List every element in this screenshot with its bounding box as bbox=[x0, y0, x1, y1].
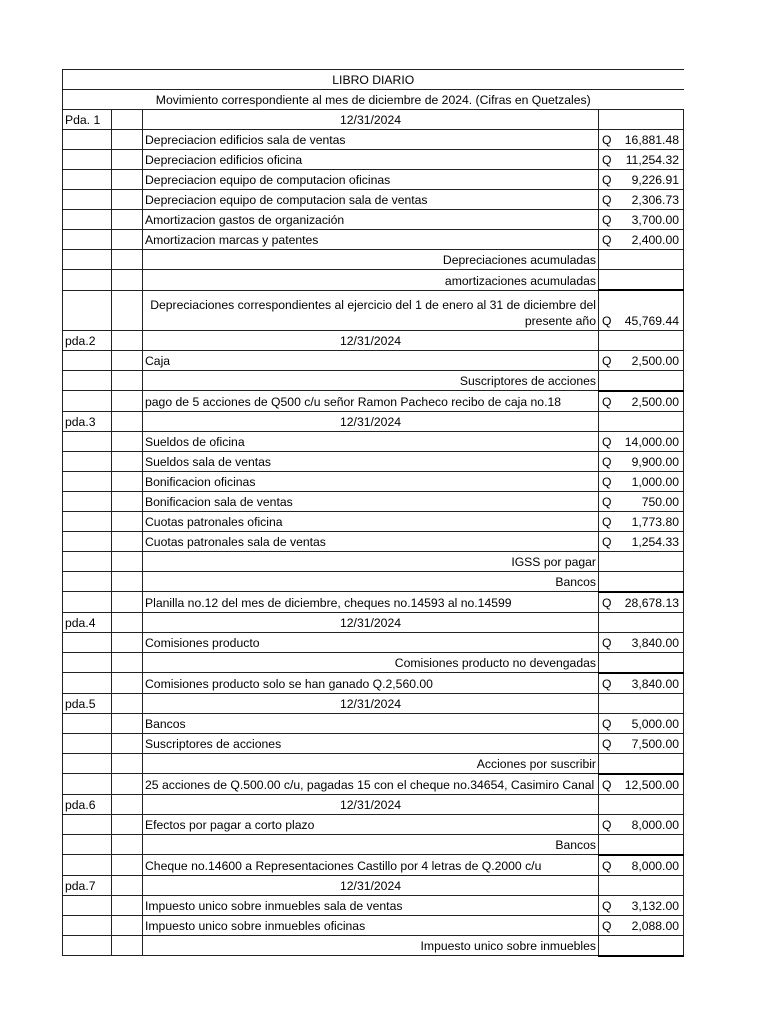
amount-value: 11,254.32 bbox=[625, 153, 680, 167]
amount-value: 8,000.00 bbox=[631, 858, 680, 873]
blank-cell bbox=[63, 855, 112, 876]
amount-value: 750.00 bbox=[641, 494, 680, 509]
debit-account: Impuesto unico sobre inmuebles oficinas bbox=[143, 915, 599, 935]
journal-title: LIBRO DIARIO bbox=[63, 70, 684, 90]
entry-date: 12/31/2024 bbox=[143, 110, 599, 130]
debit-amount bbox=[599, 230, 684, 250]
blank-cell bbox=[112, 491, 143, 511]
blank-cell bbox=[63, 190, 112, 210]
currency-symbol: Q bbox=[602, 353, 612, 368]
credit-account: Bancos bbox=[143, 834, 599, 855]
amount-value: 2,400.00 bbox=[631, 233, 680, 247]
entry-date: 12/31/2024 bbox=[143, 794, 599, 814]
debit-amount bbox=[599, 170, 684, 190]
debit-amount bbox=[599, 895, 684, 915]
currency-symbol: Q bbox=[602, 133, 612, 147]
debit-amount bbox=[599, 451, 684, 471]
amount-value: 8,000.00 bbox=[631, 817, 680, 832]
blank-cell bbox=[63, 571, 112, 592]
debit-row bbox=[63, 531, 684, 551]
currency-symbol: Q bbox=[602, 173, 612, 187]
blank-cell bbox=[63, 290, 112, 330]
debit-row bbox=[63, 130, 684, 150]
description-row bbox=[63, 855, 684, 876]
blank-cell bbox=[599, 330, 684, 350]
entry-description: Cheque no.14600 a Representaciones Castillo por 4 letras de Q.2000 c/u bbox=[143, 855, 599, 876]
blank-cell bbox=[63, 230, 112, 250]
blank-cell bbox=[63, 935, 112, 956]
blank-cell bbox=[112, 733, 143, 753]
blank-cell bbox=[112, 915, 143, 935]
blank-cell bbox=[63, 130, 112, 150]
amount-value: 3,840.00 bbox=[631, 635, 680, 650]
debit-account: Amortizacion marcas y patentes bbox=[143, 230, 599, 250]
debit-amount bbox=[599, 491, 684, 511]
currency-symbol: Q bbox=[602, 777, 612, 792]
amount-value: 7,500.00 bbox=[631, 736, 680, 751]
debit-amount bbox=[599, 150, 684, 170]
blank-cell bbox=[112, 814, 143, 834]
journal-table bbox=[62, 69, 684, 957]
amount-value: 9,226.91 bbox=[631, 173, 680, 187]
credit-account: Impuesto unico sobre inmuebles bbox=[143, 935, 599, 956]
amount-value: 2,306.73 bbox=[631, 193, 680, 207]
journal-sheet bbox=[62, 69, 683, 957]
debit-row bbox=[63, 431, 684, 451]
debit-account: Depreciacion edificios sala de ventas bbox=[143, 130, 599, 150]
debit-account: Suscriptores de acciones bbox=[143, 733, 599, 753]
amount-value: 1,773.80 bbox=[631, 514, 680, 529]
currency-symbol: Q bbox=[602, 454, 612, 469]
blank-cell bbox=[63, 531, 112, 551]
amount-value: 3,700.00 bbox=[631, 213, 680, 227]
blank-cell bbox=[112, 230, 143, 250]
amount-value: 9,900.00 bbox=[631, 454, 680, 469]
currency-symbol: Q bbox=[602, 514, 612, 529]
blank-cell bbox=[63, 451, 112, 471]
credit-row bbox=[63, 935, 684, 956]
entry-header-row bbox=[63, 411, 684, 431]
blank-cell bbox=[112, 290, 143, 330]
blank-cell bbox=[63, 431, 112, 451]
credit-account: Acciones por suscribir bbox=[143, 753, 599, 774]
entry-label: pda.5 bbox=[63, 693, 112, 713]
currency-symbol: Q bbox=[602, 635, 612, 650]
blank-cell bbox=[112, 794, 143, 814]
amount-value: 16,881.48 bbox=[624, 133, 680, 147]
blank-cell bbox=[599, 612, 684, 632]
amount-value: 12,500.00 bbox=[624, 777, 680, 792]
entry-description: Depreciaciones correspondientes al ejercicio del 1 de enero al 31 de diciembre del presente año bbox=[143, 290, 599, 330]
entry-date: 12/31/2024 bbox=[143, 330, 599, 350]
debit-amount bbox=[599, 130, 684, 150]
blank-cell bbox=[63, 652, 112, 673]
debit-amount bbox=[599, 814, 684, 834]
amount-value: 1,254.33 bbox=[631, 534, 680, 549]
currency-symbol: Q bbox=[602, 394, 612, 409]
debit-account: Bonificacion oficinas bbox=[143, 471, 599, 491]
amount-value: 3,840.00 bbox=[631, 676, 680, 691]
blank-cell bbox=[63, 814, 112, 834]
currency-symbol: Q bbox=[602, 858, 612, 873]
blank-cell bbox=[599, 935, 684, 956]
blank-cell bbox=[63, 733, 112, 753]
blank-cell bbox=[599, 652, 684, 673]
entry-total bbox=[599, 855, 684, 876]
entry-total bbox=[599, 673, 684, 694]
debit-account: Efectos por pagar a corto plazo bbox=[143, 814, 599, 834]
entry-header-row bbox=[63, 330, 684, 350]
currency-symbol: Q bbox=[602, 494, 612, 509]
blank-cell bbox=[112, 834, 143, 855]
blank-cell bbox=[112, 431, 143, 451]
blank-cell bbox=[63, 915, 112, 935]
entry-header-row bbox=[63, 794, 684, 814]
currency-symbol: Q bbox=[602, 595, 612, 610]
amount-value: 2,500.00 bbox=[631, 353, 680, 368]
debit-row bbox=[63, 150, 684, 170]
entry-header-row bbox=[63, 612, 684, 632]
currency-symbol: Q bbox=[602, 233, 612, 247]
credit-account: amortizaciones acumuladas bbox=[143, 270, 599, 291]
entry-header-row bbox=[63, 110, 684, 130]
debit-row bbox=[63, 814, 684, 834]
blank-cell bbox=[112, 210, 143, 230]
blank-cell bbox=[63, 150, 112, 170]
credit-row bbox=[63, 250, 684, 270]
currency-symbol: Q bbox=[602, 213, 612, 227]
blank-cell bbox=[112, 875, 143, 895]
amount-value: 3,132.00 bbox=[631, 898, 680, 913]
amount-value: 5,000.00 bbox=[631, 716, 680, 731]
blank-cell bbox=[63, 895, 112, 915]
credit-account: Comisiones producto no devengadas bbox=[143, 652, 599, 673]
credit-row bbox=[63, 270, 684, 291]
blank-cell bbox=[112, 411, 143, 431]
blank-cell bbox=[599, 693, 684, 713]
debit-account: Depreciacion edificios oficina bbox=[143, 150, 599, 170]
title-row bbox=[63, 70, 684, 90]
blank-cell bbox=[112, 713, 143, 733]
debit-amount bbox=[599, 431, 684, 451]
blank-cell bbox=[63, 370, 112, 391]
subtitle-row bbox=[63, 90, 684, 110]
blank-cell bbox=[112, 110, 143, 130]
currency-symbol: Q bbox=[602, 434, 612, 449]
blank-cell bbox=[599, 270, 684, 291]
blank-cell bbox=[63, 491, 112, 511]
blank-cell bbox=[599, 250, 684, 270]
debit-row bbox=[63, 230, 684, 250]
debit-row bbox=[63, 895, 684, 915]
blank-cell bbox=[112, 150, 143, 170]
debit-account: Impuesto unico sobre inmuebles sala de ventas bbox=[143, 895, 599, 915]
debit-row bbox=[63, 190, 684, 210]
blank-cell bbox=[112, 652, 143, 673]
blank-cell bbox=[63, 774, 112, 795]
currency-symbol: Q bbox=[602, 817, 612, 832]
blank-cell bbox=[63, 632, 112, 652]
description-row bbox=[63, 592, 684, 613]
blank-cell bbox=[112, 531, 143, 551]
blank-cell bbox=[112, 571, 143, 592]
currency-symbol: Q bbox=[602, 898, 612, 913]
blank-cell bbox=[63, 350, 112, 370]
credit-account: Depreciaciones acumuladas bbox=[143, 250, 599, 270]
blank-cell bbox=[63, 753, 112, 774]
debit-amount bbox=[599, 632, 684, 652]
debit-amount bbox=[599, 210, 684, 230]
currency-symbol: Q bbox=[602, 474, 612, 489]
entry-label: pda.4 bbox=[63, 612, 112, 632]
entry-total bbox=[599, 290, 684, 330]
blank-cell bbox=[599, 411, 684, 431]
debit-row bbox=[63, 713, 684, 733]
currency-symbol: Q bbox=[602, 534, 612, 549]
credit-row bbox=[63, 370, 684, 391]
blank-cell bbox=[599, 370, 684, 391]
blank-cell bbox=[63, 391, 112, 412]
blank-cell bbox=[63, 551, 112, 571]
debit-account: Amortizacion gastos de organización bbox=[143, 210, 599, 230]
blank-cell bbox=[112, 753, 143, 774]
blank-cell bbox=[599, 753, 684, 774]
credit-row bbox=[63, 652, 684, 673]
debit-account: Comisiones producto bbox=[143, 632, 599, 652]
blank-cell bbox=[112, 935, 143, 956]
blank-cell bbox=[112, 391, 143, 412]
debit-account: Sueldos de oficina bbox=[143, 431, 599, 451]
amount-value: 14,000.00 bbox=[624, 434, 680, 449]
entry-total bbox=[599, 774, 684, 795]
debit-amount bbox=[599, 471, 684, 491]
currency-symbol: Q bbox=[602, 676, 612, 691]
debit-row bbox=[63, 511, 684, 531]
journal-subtitle: Movimiento correspondiente al mes de diciembre de 2024. (Cifras en Quetzales) bbox=[63, 90, 684, 110]
debit-amount bbox=[599, 713, 684, 733]
debit-amount bbox=[599, 733, 684, 753]
amount-value: 2,500.00 bbox=[631, 394, 680, 409]
credit-row bbox=[63, 834, 684, 855]
currency-symbol: Q bbox=[602, 153, 612, 167]
blank-cell bbox=[112, 250, 143, 270]
blank-cell bbox=[112, 612, 143, 632]
entry-description: pago de 5 acciones de Q500 c/u señor Ramon Pacheco recibo de caja no.18 bbox=[143, 391, 599, 412]
description-row bbox=[63, 774, 684, 795]
blank-cell bbox=[63, 592, 112, 613]
entry-date: 12/31/2024 bbox=[143, 411, 599, 431]
description-row bbox=[63, 290, 684, 330]
blank-cell bbox=[599, 551, 684, 571]
debit-row bbox=[63, 350, 684, 370]
blank-cell bbox=[599, 834, 684, 855]
entry-label: pda.3 bbox=[63, 411, 112, 431]
credit-row bbox=[63, 551, 684, 571]
entry-label: pda.6 bbox=[63, 794, 112, 814]
entry-description: Comisiones producto solo se han ganado Q.2,560.00 bbox=[143, 673, 599, 694]
entry-description: 25 acciones de Q.500.00 c/u, pagadas 15 con el cheque no.34654, Casimiro Canal bbox=[143, 774, 599, 795]
blank-cell bbox=[63, 471, 112, 491]
blank-cell bbox=[112, 895, 143, 915]
debit-account: Bonificacion sala de ventas bbox=[143, 491, 599, 511]
blank-cell bbox=[112, 592, 143, 613]
blank-cell bbox=[112, 190, 143, 210]
currency-symbol: Q bbox=[602, 918, 612, 933]
entry-label: pda.2 bbox=[63, 330, 112, 350]
debit-amount bbox=[599, 511, 684, 531]
entry-description: Planilla no.12 del mes de diciembre, cheques no.14593 al no.14599 bbox=[143, 592, 599, 613]
blank-cell bbox=[112, 471, 143, 491]
debit-account: Depreciacion equipo de computacion oficinas bbox=[143, 170, 599, 190]
debit-account: Cuotas patronales sala de ventas bbox=[143, 531, 599, 551]
blank-cell bbox=[63, 210, 112, 230]
blank-cell bbox=[63, 250, 112, 270]
credit-account: Suscriptores de acciones bbox=[143, 370, 599, 391]
blank-cell bbox=[112, 270, 143, 291]
debit-amount bbox=[599, 350, 684, 370]
blank-cell bbox=[112, 511, 143, 531]
entry-date: 12/31/2024 bbox=[143, 693, 599, 713]
description-row bbox=[63, 391, 684, 412]
blank-cell bbox=[599, 875, 684, 895]
debit-amount bbox=[599, 915, 684, 935]
credit-row bbox=[63, 571, 684, 592]
entry-header-row bbox=[63, 693, 684, 713]
debit-amount bbox=[599, 531, 684, 551]
entry-header-row bbox=[63, 875, 684, 895]
blank-cell bbox=[63, 170, 112, 190]
entry-date: 12/31/2024 bbox=[143, 612, 599, 632]
blank-cell bbox=[112, 673, 143, 694]
entry-label: pda.7 bbox=[63, 875, 112, 895]
debit-row bbox=[63, 632, 684, 652]
entry-date: 12/31/2024 bbox=[143, 875, 599, 895]
debit-amount bbox=[599, 190, 684, 210]
blank-cell bbox=[112, 451, 143, 471]
entry-label: Pda. 1 bbox=[63, 110, 112, 130]
credit-account: IGSS por pagar bbox=[143, 551, 599, 571]
amount-value: 45,769.44 bbox=[624, 313, 680, 328]
debit-account: Depreciacion equipo de computacion sala de ventas bbox=[143, 190, 599, 210]
currency-symbol: Q bbox=[602, 193, 612, 207]
blank-cell bbox=[63, 713, 112, 733]
entry-total bbox=[599, 391, 684, 412]
blank-cell bbox=[112, 632, 143, 652]
currency-symbol: Q bbox=[602, 736, 612, 751]
entry-total bbox=[599, 592, 684, 613]
blank-cell bbox=[112, 170, 143, 190]
debit-account: Sueldos sala de ventas bbox=[143, 451, 599, 471]
blank-cell bbox=[63, 270, 112, 291]
debit-row bbox=[63, 451, 684, 471]
blank-cell bbox=[112, 551, 143, 571]
description-row bbox=[63, 673, 684, 694]
credit-row bbox=[63, 753, 684, 774]
debit-row bbox=[63, 491, 684, 511]
blank-cell bbox=[112, 350, 143, 370]
debit-account: Cuotas patronales oficina bbox=[143, 511, 599, 531]
debit-row bbox=[63, 210, 684, 230]
credit-account: Bancos bbox=[143, 571, 599, 592]
blank-cell bbox=[112, 330, 143, 350]
amount-value: 28,678.13 bbox=[624, 595, 680, 610]
blank-cell bbox=[112, 370, 143, 391]
debit-row bbox=[63, 471, 684, 491]
debit-row bbox=[63, 170, 684, 190]
blank-cell bbox=[63, 511, 112, 531]
debit-account: Caja bbox=[143, 350, 599, 370]
currency-symbol: Q bbox=[602, 716, 612, 731]
amount-value: 2,088.00 bbox=[631, 918, 680, 933]
blank-cell bbox=[112, 774, 143, 795]
blank-cell bbox=[63, 834, 112, 855]
blank-cell bbox=[112, 855, 143, 876]
currency-symbol: Q bbox=[602, 313, 612, 328]
blank-cell bbox=[112, 693, 143, 713]
blank-cell bbox=[599, 110, 684, 130]
debit-row bbox=[63, 915, 684, 935]
debit-row bbox=[63, 733, 684, 753]
amount-value: 1,000.00 bbox=[631, 474, 680, 489]
blank-cell bbox=[112, 130, 143, 150]
blank-cell bbox=[63, 673, 112, 694]
blank-cell bbox=[599, 794, 684, 814]
debit-account: Bancos bbox=[143, 713, 599, 733]
blank-cell bbox=[599, 571, 684, 592]
